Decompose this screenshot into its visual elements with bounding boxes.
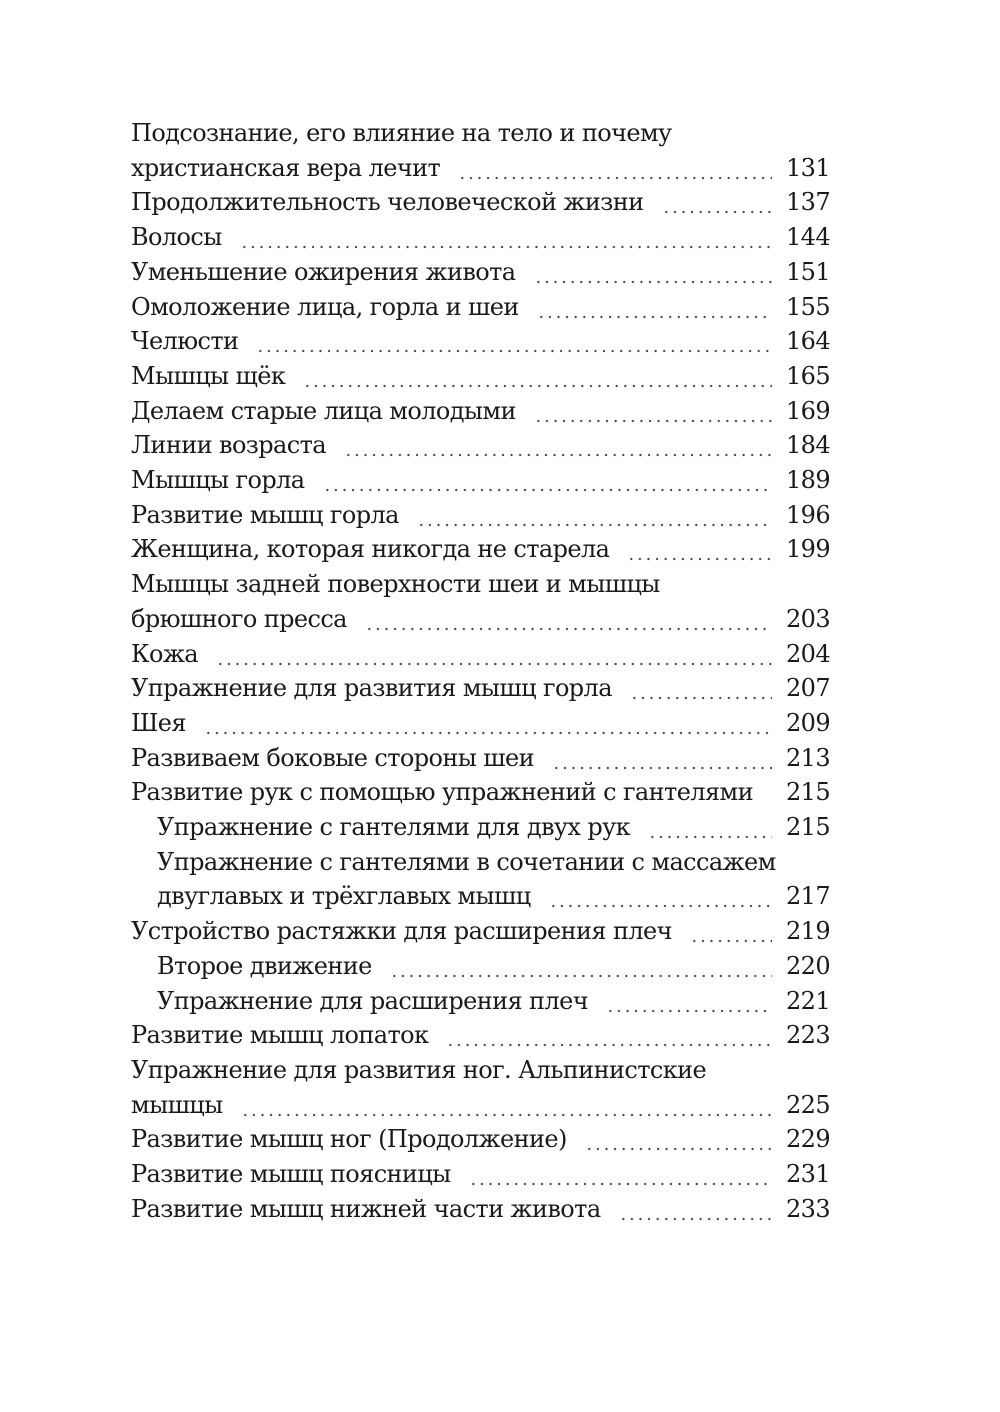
toc-entry-line xyxy=(131,637,830,672)
dot-leader xyxy=(458,151,772,186)
toc-entry-page-number: 209 xyxy=(786,708,831,737)
toc-entry-line xyxy=(131,741,830,776)
toc-entry-line xyxy=(131,532,830,567)
toc-entry-line xyxy=(131,428,830,463)
dot-leader xyxy=(648,810,772,845)
toc-entry[interactable] xyxy=(131,1157,830,1192)
toc-entry-page-number: 169 xyxy=(786,396,831,425)
toc-entry-title: двуглавых и трёхглавых мышц xyxy=(157,882,531,911)
toc-entry[interactable] xyxy=(131,324,830,359)
dot-leader xyxy=(256,324,772,359)
toc-entry-page-number: 229 xyxy=(786,1125,831,1154)
toc-entry-page-number: 221 xyxy=(786,986,831,1015)
toc-entry-page-number: 207 xyxy=(786,674,831,703)
toc-entry-page-number: 155 xyxy=(786,292,831,321)
toc-entry-page-number: 215 xyxy=(786,813,831,842)
toc-entry-title: Мышцы горла xyxy=(131,466,305,495)
toc-entry-line xyxy=(131,949,830,984)
toc-entry-page-number: 199 xyxy=(786,535,831,564)
dot-leader xyxy=(534,255,773,290)
toc-entry[interactable] xyxy=(131,394,830,429)
toc-entry-line xyxy=(131,463,830,498)
toc-entry[interactable] xyxy=(131,1018,830,1053)
toc-entry[interactable] xyxy=(131,706,830,741)
dot-leader xyxy=(619,1192,772,1227)
dot-leader xyxy=(204,706,772,741)
toc-entry-title: Развитие рук с помощью упражнений с гантелями xyxy=(131,778,753,807)
toc-entry[interactable] xyxy=(131,914,830,949)
dot-leader xyxy=(365,602,772,637)
toc-entry-title: Омоложение лица, горла и шеи xyxy=(131,292,519,321)
toc-entry-line xyxy=(131,706,830,741)
toc-entry-line xyxy=(131,984,830,1019)
toc-entry-page-number: 220 xyxy=(786,951,831,980)
toc-entry-title: Женщина, которая никогда не старела xyxy=(131,535,610,564)
toc-entry[interactable] xyxy=(131,845,830,914)
toc-entry-title-line: Упражнение для развития ног. Альпинистские xyxy=(131,1055,707,1084)
dot-leader xyxy=(241,1088,772,1123)
dot-leader xyxy=(240,220,772,255)
toc-entry-page-number: 137 xyxy=(786,188,831,217)
toc-entry-page-number: 225 xyxy=(786,1090,831,1119)
toc-entry[interactable] xyxy=(131,637,830,672)
toc-entry-page-number: 213 xyxy=(786,743,831,772)
dot-leader xyxy=(323,463,773,498)
toc-entry-line xyxy=(131,1192,830,1227)
toc-entry-title: мышцы xyxy=(131,1090,223,1119)
toc-entry-line xyxy=(131,775,830,810)
toc-entry[interactable] xyxy=(131,116,830,185)
toc-entry[interactable] xyxy=(131,810,830,845)
toc-entry-page-number: 131 xyxy=(786,153,831,182)
toc-entry[interactable] xyxy=(131,255,830,290)
toc-entry-line xyxy=(131,324,830,359)
toc-entry[interactable] xyxy=(131,290,830,325)
toc-entry-title: Мышцы щёк xyxy=(131,361,286,390)
toc-entry-page-number: 144 xyxy=(786,223,831,252)
toc-entry-page-number: 196 xyxy=(786,500,831,529)
toc-entry-title: Шея xyxy=(131,708,186,737)
toc-entry-line xyxy=(131,1018,830,1053)
toc-entry-title: Устройство растяжки для расширения плеч xyxy=(131,917,672,946)
toc-entry[interactable] xyxy=(131,428,830,463)
toc-entry-title: Кожа xyxy=(131,639,199,668)
toc-entry-title: Линии возраста xyxy=(131,431,326,460)
toc-entry-line xyxy=(131,879,830,914)
dot-leader xyxy=(552,741,772,776)
toc-entry[interactable] xyxy=(131,498,830,533)
toc-entry-title: Развитие мышц ног (Продолжение) xyxy=(131,1125,567,1154)
toc-entry-line xyxy=(131,220,830,255)
dot-leader xyxy=(216,637,772,672)
toc-entry-page-number: 233 xyxy=(786,1194,831,1223)
toc-entry-title: Развитие мышц горла xyxy=(131,500,399,529)
dot-leader xyxy=(630,671,772,706)
toc-entry[interactable] xyxy=(131,949,830,984)
toc-entry[interactable] xyxy=(131,359,830,394)
toc-entry-title: брюшного пресса xyxy=(131,604,347,633)
toc-entry-title: Делаем старые лица молодыми xyxy=(131,396,516,425)
toc-entry-line xyxy=(131,359,830,394)
toc-entry-page-number: 189 xyxy=(786,466,831,495)
dot-leader xyxy=(344,428,772,463)
toc-entry-line xyxy=(131,914,830,949)
toc-entry[interactable] xyxy=(131,741,830,776)
toc-entry-page-number: 231 xyxy=(786,1160,831,1189)
toc-entry-page-number: 219 xyxy=(786,917,831,946)
toc-entry-title: Упражнение для развития мышц горла xyxy=(131,674,612,703)
dot-leader xyxy=(537,290,772,325)
toc-entry-page-number: 223 xyxy=(786,1021,831,1050)
toc-entry[interactable] xyxy=(131,984,830,1019)
toc-entry-page-number: 165 xyxy=(786,361,831,390)
toc-entry-page-number: 151 xyxy=(786,257,831,286)
dot-leader xyxy=(446,1018,772,1053)
dot-leader xyxy=(606,984,772,1019)
toc-entry[interactable] xyxy=(131,775,830,810)
toc-entry-line xyxy=(131,185,830,220)
toc-entry[interactable] xyxy=(131,1122,830,1157)
toc-entry[interactable] xyxy=(131,463,830,498)
toc-entry-title: Упражнение для расширения плеч xyxy=(157,986,588,1015)
dot-leader xyxy=(534,394,772,429)
toc-entry-title: Челюсти xyxy=(131,327,239,356)
toc-entry-title: Развитие мышц нижней части живота xyxy=(131,1194,601,1223)
dot-leader xyxy=(585,1122,772,1157)
dot-leader xyxy=(771,775,772,810)
toc-entry-page-number: 164 xyxy=(786,327,831,356)
toc-entry-title: Продолжительность человеческой жизни xyxy=(131,188,644,217)
toc-entry-page-number: 215 xyxy=(786,778,831,807)
toc-entry-title-line: Упражнение с гантелями в сочетании с массажем xyxy=(157,847,776,876)
toc-entry[interactable] xyxy=(131,1192,830,1227)
toc-entry-title: Развиваем боковые стороны шеи xyxy=(131,743,534,772)
toc-entry[interactable] xyxy=(131,567,830,636)
table-of-contents xyxy=(131,116,830,1227)
toc-entry-title: Уменьшение ожирения живота xyxy=(131,257,516,286)
dot-leader xyxy=(627,532,772,567)
toc-entry[interactable] xyxy=(131,1053,830,1122)
toc-entry[interactable] xyxy=(131,185,830,220)
toc-entry-line xyxy=(131,255,830,290)
toc-entry-title: Развитие мышц лопаток xyxy=(131,1021,429,1050)
toc-entry-line xyxy=(131,1088,830,1123)
toc-entry-page-number: 217 xyxy=(786,882,831,911)
toc-entry[interactable] xyxy=(131,532,830,567)
dot-leader xyxy=(390,949,772,984)
toc-entry-title-line: Мышцы задней поверхности шеи и мышцы xyxy=(131,570,660,599)
toc-entry-title: Упражнение с гантелями для двух рук xyxy=(157,813,631,842)
dot-leader xyxy=(549,879,772,914)
toc-entry-title: христианская вера лечит xyxy=(131,153,441,182)
toc-entry-line xyxy=(131,1122,830,1157)
toc-entry-line xyxy=(131,394,830,429)
dot-leader xyxy=(303,359,772,394)
toc-entry-line xyxy=(131,151,830,186)
toc-entry-page-number: 204 xyxy=(786,639,831,668)
toc-entry-line xyxy=(131,1157,830,1192)
toc-entry-line xyxy=(131,498,830,533)
toc-entry-line xyxy=(131,671,830,706)
toc-entry-line xyxy=(131,810,830,845)
dot-leader xyxy=(469,1157,772,1192)
toc-entry-title-line: Подсознание, его влияние на тело и почему xyxy=(131,119,672,147)
toc-entry-page-number: 203 xyxy=(786,604,831,633)
toc-entry-title: Второе движение xyxy=(157,951,372,980)
toc-entry-page-number: 184 xyxy=(786,431,831,460)
toc-entry[interactable] xyxy=(131,671,830,706)
toc-entry[interactable] xyxy=(131,220,830,255)
toc-entry-line xyxy=(131,602,830,637)
dot-leader xyxy=(690,914,772,949)
dot-leader xyxy=(417,498,772,533)
toc-entry-title: Волосы xyxy=(131,223,222,252)
dot-leader xyxy=(662,185,772,220)
toc-entry-title: Развитие мышц поясницы xyxy=(131,1160,451,1189)
toc-entry-line xyxy=(131,290,830,325)
